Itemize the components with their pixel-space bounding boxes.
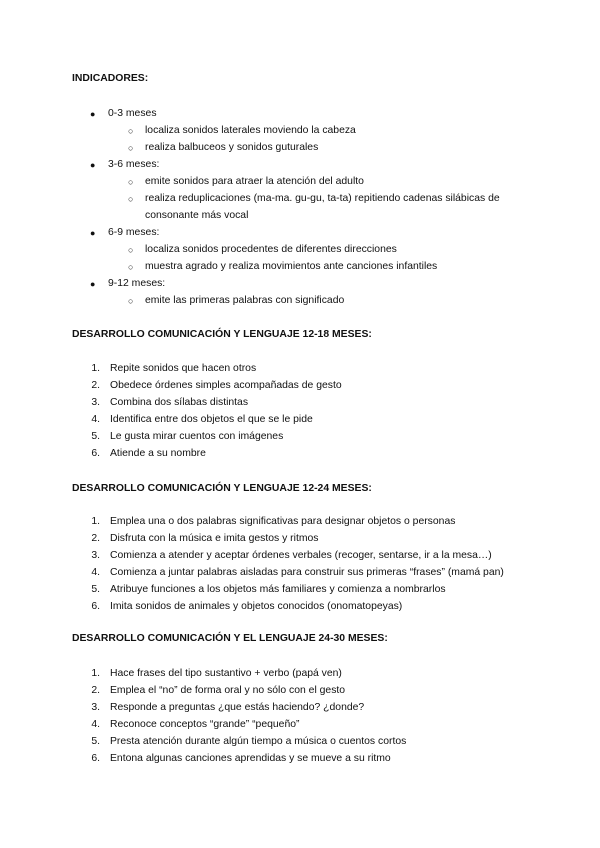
list-number: 3. <box>91 702 100 713</box>
list-number: 6. <box>91 448 100 459</box>
indicador-group-label: 9-12 meses: <box>108 278 166 289</box>
list-item: Obedece órdenes simples acompañadas de gesto <box>110 380 342 391</box>
sub-bullet-icon: ○ <box>128 143 134 153</box>
indicadores-heading: INDICADORES: <box>72 73 149 84</box>
list-item: Entona algunas canciones aprendidas y se mueve a su ritmo <box>110 753 391 764</box>
sub-bullet-icon: ○ <box>128 262 134 272</box>
bullet-icon: ● <box>90 160 96 170</box>
sub-bullet-icon: ○ <box>128 126 134 136</box>
list-item: Disfruta con la música e imita gestos y ritmos <box>110 533 319 544</box>
sub-bullet-icon: ○ <box>128 245 134 255</box>
list-number: 1. <box>91 363 100 374</box>
list-item: Comienza a atender y aceptar órdenes verbales (recoger, sentarse, ir a la mesa…) <box>110 550 492 561</box>
list-item: Responde a preguntas ¿que estás haciendo? ¿donde? <box>110 702 365 713</box>
list-number: 4. <box>91 414 100 425</box>
indicador-item: realiza reduplicaciones (ma-ma. gu-gu, ta-ta) repitiendo cadenas silábicas de <box>145 193 500 204</box>
list-number: 4. <box>91 719 100 730</box>
list-item: Atiende a su nombre <box>110 448 206 459</box>
bullet-icon: ● <box>90 279 96 289</box>
indicador-item: muestra agrado y realiza movimientos ante canciones infantiles <box>145 261 438 272</box>
list-number: 2. <box>91 380 100 391</box>
indicador-group-label: 3-6 meses: <box>108 159 160 170</box>
list-number: 2. <box>91 685 100 696</box>
list-item: Emplea el “no” de forma oral y no sólo con el gesto <box>110 685 346 696</box>
list-item: Le gusta mirar cuentos con imágenes <box>110 431 284 442</box>
list-item: Comienza a juntar palabras aisladas para construir sus primeras “frases” (mamá pan) <box>110 567 504 578</box>
list-item: Reconoce conceptos “grande” “pequeño” <box>110 719 300 730</box>
list-number: 6. <box>91 753 100 764</box>
list-number: 5. <box>91 431 100 442</box>
sub-bullet-icon: ○ <box>128 177 134 187</box>
list-item: Repite sonidos que hacen otros <box>110 363 257 374</box>
list-number: 5. <box>91 736 100 747</box>
list-item: Hace frases del tipo sustantivo + verbo (papá ven) <box>110 668 342 679</box>
section-heading: DESARROLLO COMUNICACIÓN Y LENGUAJE 12-24 MESES: <box>72 483 372 494</box>
list-item: Combina dos sílabas distintas <box>110 397 249 408</box>
indicador-item: realiza balbuceos y sonidos guturales <box>145 142 319 153</box>
list-number: 1. <box>91 516 100 527</box>
list-number: 1. <box>91 668 100 679</box>
list-number: 6. <box>91 601 100 612</box>
list-item: Identifica entre dos objetos el que se le pide <box>110 414 313 425</box>
sub-bullet-icon: ○ <box>128 296 134 306</box>
section-heading: DESARROLLO COMUNICACIÓN Y LENGUAJE 12-18 MESES: <box>72 329 372 340</box>
indicador-item: localiza sonidos laterales moviendo la cabeza <box>145 125 356 136</box>
bullet-icon: ● <box>90 109 96 119</box>
indicador-group-label: 0-3 meses <box>108 108 157 119</box>
list-number: 2. <box>91 533 100 544</box>
list-number: 3. <box>91 550 100 561</box>
indicador-item: emite las primeras palabras con significado <box>145 295 345 306</box>
list-number: 4. <box>91 567 100 578</box>
list-item: Emplea una o dos palabras significativas para designar objetos o personas <box>110 516 456 527</box>
indicador-item-continuation: consonante más vocal <box>145 210 249 221</box>
indicador-group-label: 6-9 meses: <box>108 227 160 238</box>
indicador-item: emite sonidos para atraer la atención del adulto <box>145 176 364 187</box>
section-heading: DESARROLLO COMUNICACIÓN Y EL LENGUAJE 24-30 MESES: <box>72 633 388 644</box>
bullet-icon: ● <box>90 228 96 238</box>
indicador-item: localiza sonidos procedentes de diferentes direcciones <box>145 244 397 255</box>
list-item: Imita sonidos de animales y objetos conocidos (onomatopeyas) <box>110 601 403 612</box>
list-number: 5. <box>91 584 100 595</box>
sub-bullet-icon: ○ <box>128 194 134 204</box>
list-item: Atribuye funciones a los objetos más familiares y comienza a nombrarlos <box>110 584 446 595</box>
list-item: Presta atención durante algún tiempo a música o cuentos cortos <box>110 736 407 747</box>
list-number: 3. <box>91 397 100 408</box>
